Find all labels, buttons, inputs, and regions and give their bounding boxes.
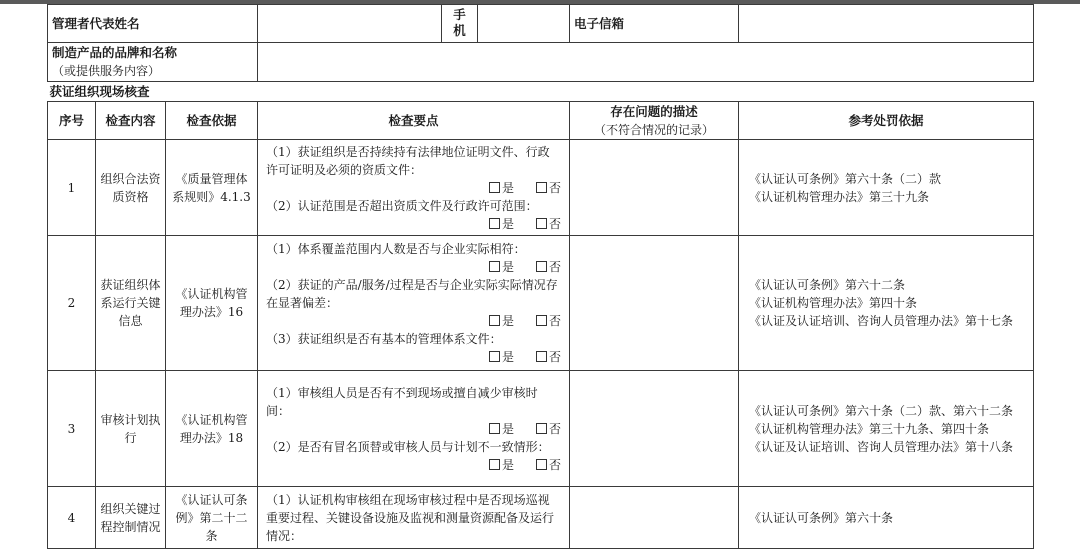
penalty-ref: 《认证及认证培训、咨询人员管理办法》第十七条 — [749, 314, 1014, 328]
manager-label: 管理者代表姓名 — [48, 5, 258, 43]
row-no: 2 — [48, 236, 96, 371]
col-basis-header: 检查依据 — [166, 102, 258, 140]
row-no: 4 — [48, 487, 96, 549]
brand-label-cell — [48, 43, 258, 82]
row-penalty — [739, 371, 1034, 487]
yes-no-check — [266, 420, 561, 438]
email-label: 电子信箱 — [570, 5, 739, 43]
no-label: 否 — [548, 457, 561, 472]
point-text: （2）认证范围是否超出资质文件及行政许可范围： — [266, 198, 538, 213]
checkbox-no[interactable] — [536, 315, 547, 326]
row-basis: 《认证机构管理办法》16 — [166, 236, 258, 371]
checkbox-no[interactable] — [536, 351, 547, 362]
col-problems-header — [570, 102, 739, 140]
row-basis: 《认证机构管理办法》18 — [166, 371, 258, 487]
penalty-ref: 《认证认可条例》第六十二条 — [749, 278, 906, 292]
yes-no-check — [266, 258, 561, 276]
yes-label: 是 — [501, 421, 514, 436]
row-content: 组织合法资质资格 — [96, 140, 166, 236]
row-points — [258, 140, 570, 236]
row-problems[interactable] — [570, 371, 739, 487]
yes-label: 是 — [501, 260, 514, 274]
row-penalty — [739, 140, 1034, 236]
yes-no-check — [266, 348, 561, 366]
table-row — [48, 140, 1034, 236]
col-no-header: 序号 — [48, 102, 96, 140]
penalty-ref: 《认证认可条例》第六十条 — [749, 510, 894, 525]
penalty-ref: 《认证机构管理办法》第三十九条、第四十条 — [749, 421, 990, 436]
yes-no-check — [266, 215, 561, 233]
col-points-header: 检查要点 — [258, 102, 570, 140]
penalty-ref: 《认证认可条例》第六十条（二）款、第六十二条 — [749, 403, 1014, 418]
brand-label: 制造产品的品牌和名称 — [52, 45, 178, 60]
checkbox-yes[interactable] — [489, 423, 500, 434]
email-value[interactable] — [739, 5, 1034, 43]
checkbox-no[interactable] — [536, 182, 547, 193]
no-label: 否 — [548, 260, 561, 274]
section-title: 获证组织现场核查 — [48, 82, 1034, 102]
no-label: 否 — [548, 314, 561, 328]
table-row — [48, 371, 1034, 487]
brand-row — [48, 43, 1034, 82]
inspection-form — [47, 4, 1033, 549]
checkbox-no[interactable] — [536, 459, 547, 470]
manager-row — [48, 5, 1034, 43]
checkbox-yes[interactable] — [489, 261, 500, 272]
checkbox-no[interactable] — [536, 423, 547, 434]
table-row — [48, 236, 1034, 371]
row-no: 3 — [48, 371, 96, 487]
no-label: 否 — [548, 180, 561, 195]
yes-label: 是 — [501, 314, 514, 328]
phone-label — [442, 5, 478, 43]
brand-sublabel: （或提供服务内容） — [52, 64, 161, 78]
row-content: 获证组织体系运行关键信息 — [96, 236, 166, 371]
row-points — [258, 487, 570, 549]
point-text: （1）审核组人员是否有不到现场或擅自减少审核时间： — [266, 385, 538, 418]
row-basis: 《认证认可条例》第二十二条 — [166, 487, 258, 549]
row-basis: 《质量管理体系规则》4.1.3 — [166, 140, 258, 236]
phone-label-text: 手机 — [453, 7, 466, 38]
col-problems-title: 存在问题的描述 — [610, 103, 698, 119]
penalty-ref: 《认证机构管理办法》第四十条 — [749, 296, 918, 310]
checkbox-yes[interactable] — [489, 315, 500, 326]
point-text: （2）获证的产品/服务/过程是否与企业实际实际情况存在显著偏差： — [266, 278, 558, 310]
row-problems[interactable] — [570, 487, 739, 549]
row-no: 1 — [48, 140, 96, 236]
yes-label: 是 — [501, 457, 514, 472]
checkbox-yes[interactable] — [489, 218, 500, 229]
yes-label: 是 — [501, 350, 514, 364]
no-label: 否 — [548, 350, 561, 364]
no-label: 否 — [548, 216, 561, 231]
no-label: 否 — [548, 421, 561, 436]
row-penalty — [739, 236, 1034, 371]
point-text: （3）获证组织是否有基本的管理体系文件： — [266, 332, 502, 346]
point-text: （1）获证组织是否持续持有法律地位证明文件、行政许可证明及必须的资质文件： — [266, 144, 550, 177]
yes-no-check — [266, 312, 561, 330]
penalty-ref: 《认证及认证培训、咨询人员管理办法》第十八条 — [749, 439, 1014, 454]
row-penalty — [739, 487, 1034, 549]
form-table — [47, 4, 1034, 549]
point-text: （1）体系覆盖范围内人数是否与企业实际相符： — [266, 242, 526, 256]
phone-value[interactable] — [478, 5, 570, 43]
manager-value[interactable] — [258, 5, 442, 43]
row-problems[interactable] — [570, 140, 739, 236]
yes-label: 是 — [501, 180, 514, 195]
column-header-row — [48, 102, 1034, 140]
brand-value[interactable] — [258, 43, 1034, 82]
point-text: （2）是否有冒名顶替或审核人员与计划不一致情形： — [266, 439, 550, 454]
row-content: 组织关键过程控制情况 — [96, 487, 166, 549]
row-problems[interactable] — [570, 236, 739, 371]
row-points — [258, 236, 570, 371]
point-text: （1）认证机构审核组在现场审核过程中是否现场巡视重要过程、关键设备设施及监视和测量资源配备及运行情况： — [266, 492, 555, 543]
yes-label: 是 — [501, 216, 514, 231]
row-points — [258, 371, 570, 487]
yes-no-check — [266, 179, 561, 197]
col-penalty-header: 参考处罚依据 — [739, 102, 1034, 140]
checkbox-yes[interactable] — [489, 351, 500, 362]
row-content: 审核计划执行 — [96, 371, 166, 487]
checkbox-yes[interactable] — [489, 182, 500, 193]
penalty-ref: 《认证机构管理办法》第三十九条 — [749, 189, 930, 204]
table-row — [48, 487, 1034, 549]
section-row — [48, 82, 1034, 102]
checkbox-no[interactable] — [536, 218, 547, 229]
col-content-header: 检查内容 — [96, 102, 166, 140]
penalty-ref: 《认证认可条例》第六十条（二）款 — [749, 171, 942, 186]
checkbox-no[interactable] — [536, 261, 547, 272]
checkbox-yes[interactable] — [489, 459, 500, 470]
col-problems-subtitle: （不符合情况的记录） — [593, 122, 714, 137]
yes-no-check — [266, 456, 561, 474]
